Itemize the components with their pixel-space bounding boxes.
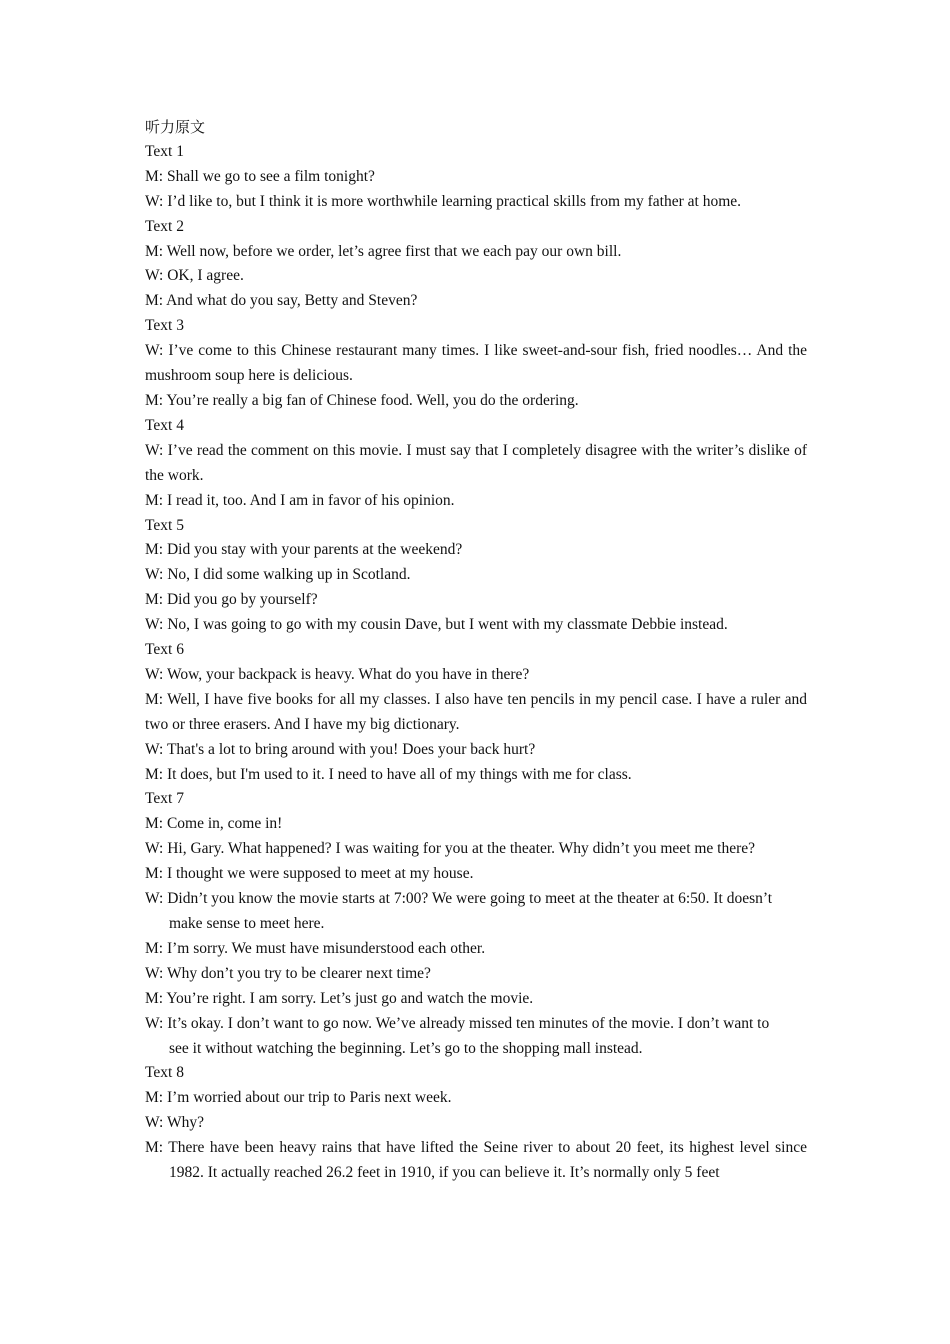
dialogue-line: M: Come in, come in! — [145, 815, 283, 833]
text-heading: Text 7 — [145, 790, 184, 808]
dialogue-line: W: Didn’t you know the movie starts at 7:00? We were going to meet at the theater at 6:50. It doesn’t make sense to meet here. — [145, 890, 773, 932]
dialogue-line: M: Shall we go to see a film tonight? — [145, 167, 375, 185]
text-heading: Text 2 — [145, 217, 184, 235]
dialogue-line: M: And what do you say, Betty and Steven? — [145, 292, 418, 310]
dialogue-line: W: Hi, Gary. What happened? I was waiting for you at the theater. Why didn’t you meet me there? — [145, 840, 756, 858]
dialogue-line: M: You’re really a big fan of Chinese food. Well, you do the ordering. — [145, 391, 579, 409]
text-heading: Text 5 — [145, 516, 184, 534]
dialogue-line: M: It does, but I'm used to it. I need to have all of my things with me for class. — [145, 765, 632, 783]
dialogue-line: W: No, I was going to go with my cousin Dave, but I went with my classmate Debbie instead. — [145, 616, 728, 634]
dialogue-line: M: I’m sorry. We must have misunderstood each other. — [145, 939, 486, 957]
dialogue-line: M: You’re right. I am sorry. Let’s just go and watch the movie. — [145, 989, 534, 1007]
dialogue-line: W: Wow, your backpack is heavy. What do you have in there? — [145, 665, 530, 683]
text-heading: Text 4 — [145, 416, 184, 434]
dialogue-line: M: I thought we were supposed to meet at my house. — [145, 865, 474, 883]
dialogue-line: M: Did you stay with your parents at the weekend? — [145, 541, 463, 559]
dialogue-line: W: Why? — [145, 1114, 204, 1132]
dialogue-line: M: Did you go by yourself? — [145, 591, 318, 609]
dialogue-line: M: Well, I have five books for all my classes. I also have ten pencils in my pencil case. I have a ruler and two or three erasers. And I have my big dictionary. — [145, 690, 807, 733]
transcript-page — [145, 115, 807, 1186]
dialogue-line: M: I read it, too. And I am in favor of his opinion. — [145, 491, 455, 509]
dialogue-line: M: Well now, before we order, let’s agree first that we each pay our own bill. — [145, 242, 622, 260]
dialogue-line: M: I’m worried about our trip to Paris next week. — [145, 1089, 452, 1107]
text-heading: Text 1 — [145, 142, 184, 160]
dialogue-line: W: That's a lot to bring around with you! Does your back hurt? — [145, 740, 536, 758]
dialogue-line: W: OK, I agree. — [145, 267, 244, 285]
page-title: 听力原文 — [145, 118, 206, 136]
dialogue-line: W: I’ve read the comment on this movie. I must say that I completely disagree with the writer’s dislike of the work. — [145, 441, 807, 484]
text-heading: Text 8 — [145, 1064, 184, 1082]
dialogue-line: W: It’s okay. I don’t want to go now. We’ve already missed ten minutes of the movie. I don’t want to see it without watching the beginning. Let’s go to the shopping mall instead. — [145, 1014, 770, 1057]
text-heading: Text 3 — [145, 317, 184, 335]
dialogue-line: W: I’d like to, but I think it is more worthwhile learning practical skills from my father at home. — [145, 192, 742, 210]
dialogue-line: M: There have been heavy rains that have lifted the Seine river to about 20 feet, its highest level since 1982. It actually reached 26.2 feet in 1910, if you can believe it. It’s normally only 5 feet — [145, 1139, 807, 1182]
dialogue-line: W: Why don’t you try to be clearer next time? — [145, 964, 431, 982]
dialogue-line: W: I’ve come to this Chinese restaurant many times. I like sweet-and-sour fish, fried noodles… And the mushroom soup here is delicious. — [145, 342, 807, 385]
dialogue-line: W: No, I did some walking up in Scotland. — [145, 566, 411, 584]
text-heading: Text 6 — [145, 641, 184, 659]
